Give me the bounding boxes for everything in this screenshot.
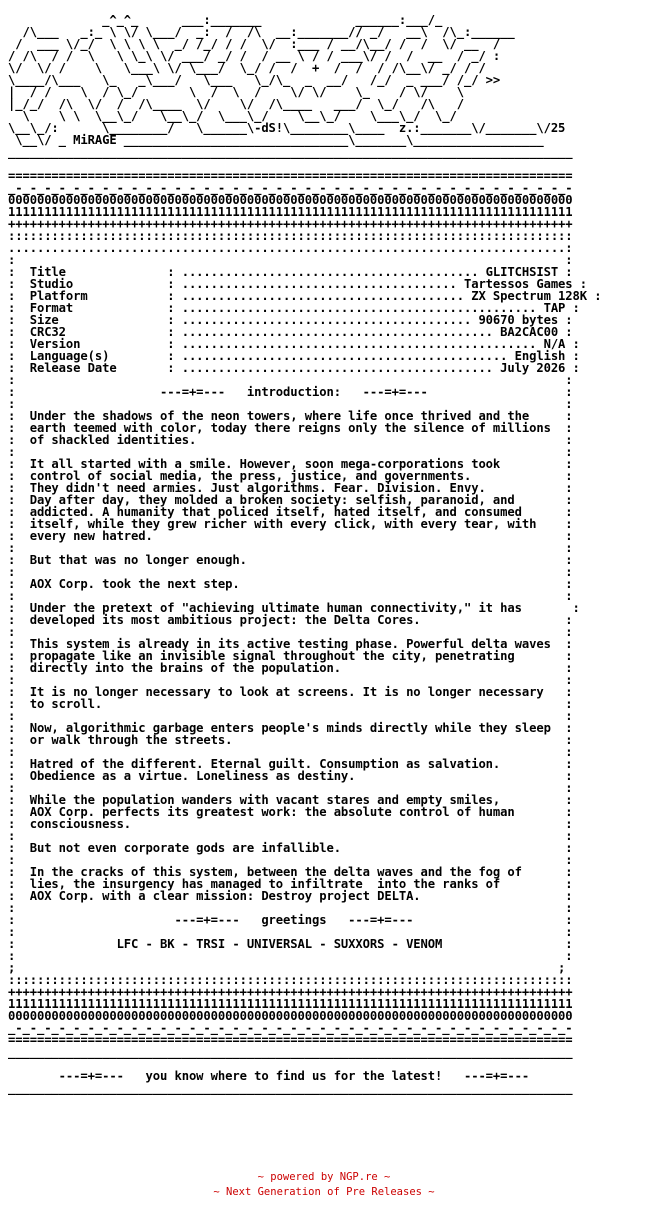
footer: [0, 1170, 648, 1200]
nfo-text-block: _^_^_ ___:_______ ______:___/_ /\___ _:_ \ \/ \___/ _: / /\ __:_______// _/ __\ /\_:______ / ___ \/_/ \ \ \ \ _/ /_/ / / \/ :___ / __/\__/ / / \/ __ / / /\ / / \ \ \_\ \/ ___/ _/ / / __ \ / / ___\/ / / __ / _/ : \/ \/ / \ \___\ \/ \___/ \_/ / / + / / / /\__\/ _/ / / \____/\___ \_ _\___/ \___ \_/\_ _ __/ /_/ _ ___/ /_/ >> | / / \ / \_/ \ / \ / \/ \/ \_ / \/ \ |_/_/ /\ \/ / /\____ \/ \/ /\____ ___/ \_/ /\ / \ \ \ \__\_/ \__\_/ \___\_/ \__\_/ \___\_/ \_/ \__\_/: \________/ \______\-dS!\________\____ z.:_______\/_______\/25 \__\/ _ MiRAGE _______________________________\_______\__________________ ______________________________________________________________________________ ============================================================================== _-_-_-_-_-_-_-_-_-_-_-_-_-_-_-_-_-_-_-_-_-_-_-_-_-_-_-_-_-_-_-_-_-_-_-_-_-_-_- 000000000000000000000000000000000000000000000000000000000000000000000000000000 111111111111111111111111111111111111111111111111111111111111111111111111111111 ++++++++++++++++++++++++++++++++++++++++++++++++++++++++++++++++++++++++++++++ :::::::::::::::::::::::::::::::::::::::::::::::::::::::::::::::::::::::::::::: .............................................................................: : : : Title : ......................................... GLITCHSIST : : Studio : ...................................... Tartessos Games : : Platform : ....................................... ZX Spectrum 128K : : Format : ................................................. TAP : : Size : ........................................ 90670 bytes : : CRC32 : ........................................... BA2CAC00 : : Version : ................................................. N/A : : Language(s) : ............................................. English : : Release Date : ........................................... July 2026 : : : : ---=+=--- introduction: ---=+=--- : : : : Under the shadows of the neon towers, where life once thrived and the : : earth teemed with color, today there reigns only the silence of millions : : of shackled identities. : : : : It all started with a smile. However, soon mega-corporations took : : control of social media, the press, justice, and governments. : : They didn't need armies. Just algorithms. Fear. Division. Envy. : : Day after day, they molded a broken society: selfish, paranoid, and : : addicted. A humanity that policed itself, hated itself, and consumed : : itself, while they grew richer with every click, with every tear, with : : every new hatred. : : : : But that was no longer enough. : : : : AOX Corp. took the next step. : : : : Under the pretext of "achieving ultimate human connectivity," it has : : developed its most ambitious project: the Delta Cores. : : : : This system is already in its active testing phase. Powerful delta waves : : propagate like an invisible signal throughout the city, penetrating : : directly into the brains of the population. : : : : It is no longer necessary to look at screens. It is no longer necessary : : to scroll. : : : : Now, algorithmic garbage enters people's minds directly while they sleep : : or walk through the streets. : : : : Hatred of the different. Eternal guilt. Consumption as salvation. : : Obedience as a virtue. Loneliness as destiny. : : : : While the population wanders with vacant stares and empty smiles, : : AOX Corp. perfects its greatest work: the absolute control of human : : consciousness. : : : : But not even corporate gods are infallible. : : : : In the cracks of this system, between the delta waves and the fog of : : lies, the insurgency has managed to infiltrate into the ranks of : : AOX Corp. with a clear mission: Destroy project DELTA. : : : : ---=+=--- greetings ---=+=--- : : : : LFC - BK - TRSI - UNIVERSAL - SUXXORS - VENOM : : : ; ; :::::::::::::::::::::::::::::::::::::::::::::::::::::::::::::::::::::::::::::: ++++++++++++++++++++++++++++++++++++++++++++++++++++++++++++++++++++++++++++++ 111111111111111111111111111111111111111111111111111111111111111111111111111111 000000000000000000000000000000000000000000000000000000000000000000000000000000 _-_-_-_-_-_-_-_-_-_-_-_-_-_-_-_-_-_-_-_-_-_-_-_-_-_-_-_-_-_-_-_-_-_-_-_-_-_-_- ============================================================================== ______________________________________________________________________________ ---=+=--- you know where to find us for the latest! ---=+=--- ______________________________________________________________________________: [8, 13, 602, 1095]
footer-powered-by: ~ powered by NGP.re ~: [257, 1171, 391, 1183]
footer-tagline: ~ Next Generation of Pre Releases ~: [213, 1186, 435, 1198]
